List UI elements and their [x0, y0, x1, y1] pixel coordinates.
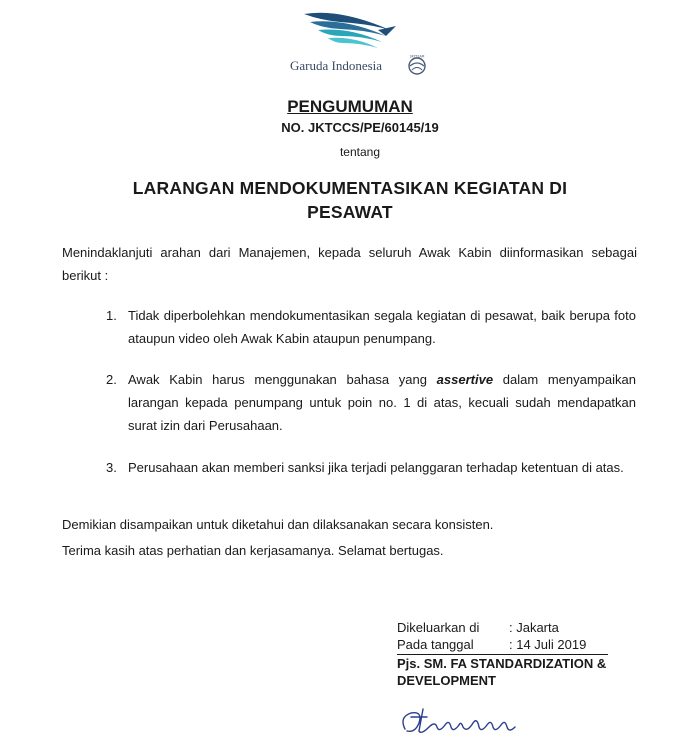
title-line-1: LARANGAN MENDOKUMENTASIKAN KEGIATAN DI	[132, 178, 568, 198]
skyteam-icon	[406, 54, 428, 76]
garuda-bird-icon	[300, 8, 400, 56]
list-item-number: 1.	[106, 308, 117, 323]
list-item-text: Perusahaan akan memberi sanksi jika terjadi pelanggaran terhadap ketentuan di atas.	[128, 460, 624, 475]
garuda-logo	[290, 8, 440, 88]
emphasis-assertive: assertive	[436, 372, 494, 387]
brand-name: Garuda Indonesia	[290, 58, 383, 73]
issued-date-value: : 14 Juli 2019	[509, 637, 587, 652]
list-item	[106, 456, 636, 506]
handwritten-signature	[397, 705, 527, 741]
announcement-about: tentang	[339, 145, 381, 159]
signer-title-line-2: DEVELOPMENT	[397, 673, 496, 688]
issued-date-label: Pada tanggal	[397, 637, 474, 652]
list-item-number: 3.	[106, 460, 117, 475]
issued-place-label: Dikeluarkan di	[397, 620, 480, 635]
signer-title-line-1: Pjs. SM. FA STANDARDIZATION &	[397, 656, 607, 671]
list-item-text: Tidak diperbolehkan mendokumentasikan segala kegiatan di pesawat, baik berupa foto ataupun video oleh Awak Kabin ataupun penumpang.	[128, 308, 636, 346]
closing-line-1: Demikian disampaikan untuk diketahui dan dilaksanakan secara konsisten.	[62, 517, 494, 532]
list-item-number: 2.	[106, 372, 117, 387]
list-item	[106, 304, 636, 354]
intro-paragraph: Menindaklanjuti arahan dari Manajemen, kepada seluruh Awak Kabin diinformasikan sebagai berikut :	[62, 245, 637, 283]
list-item	[106, 368, 636, 442]
title-line-2: PESAWAT	[307, 202, 393, 222]
announcement-number: NO. JKTCCS/PE/60145/19	[281, 120, 439, 135]
svg-text:SKYTEAM: SKYTEAM	[409, 54, 425, 59]
closing-line-2: Terima kasih atas perhatian dan kerjasamanya. Selamat bertugas.	[62, 543, 444, 558]
list-item-text: Awak Kabin harus menggunakan bahasa yang assertive dalam menyampaikan larangan kepada penumpang untuk poin no. 1 di atas, kecuali sudah mendapatkan surat izin dari Perusahaan.	[128, 372, 636, 433]
announcement-title	[0, 176, 700, 224]
announcement-heading: PENGUMUMAN	[287, 97, 413, 116]
signer-title	[397, 655, 637, 689]
issued-place-value: : Jakarta	[509, 620, 559, 635]
